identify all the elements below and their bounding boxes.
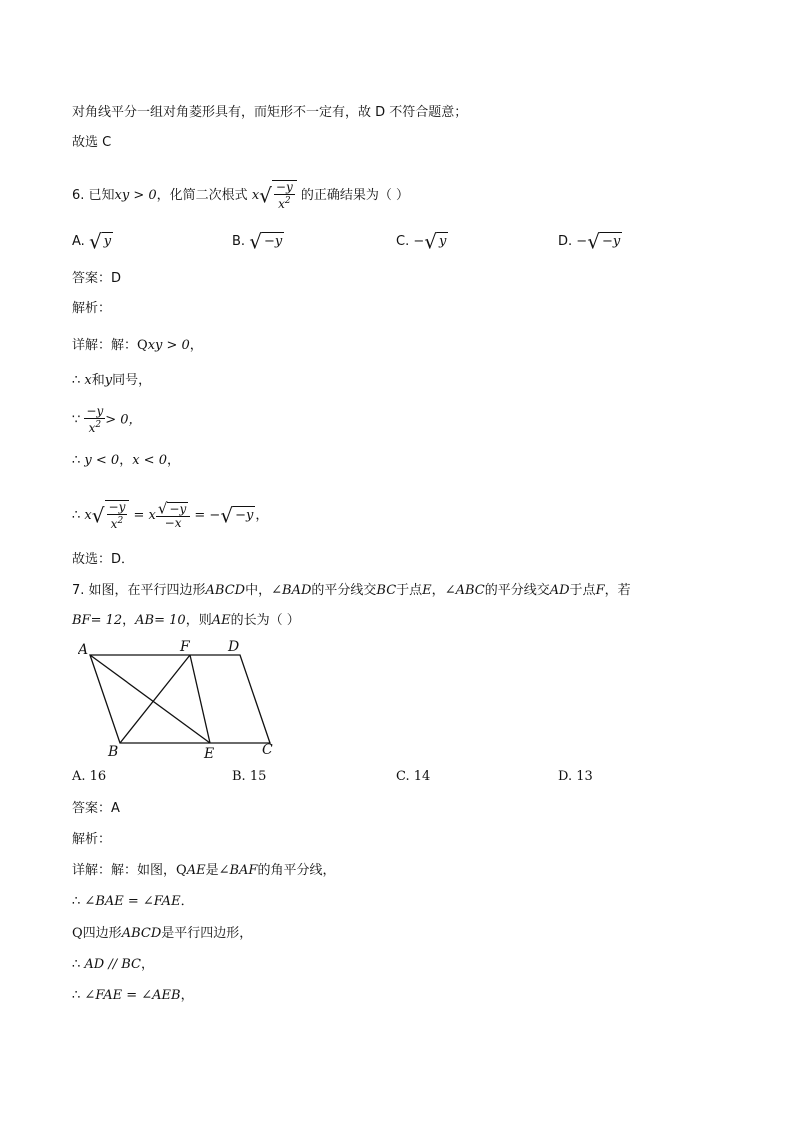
math-abcd: ABCD	[205, 583, 246, 598]
coef: x	[84, 508, 92, 523]
stem-text: ，	[431, 583, 445, 598]
step-expr: = x	[133, 508, 156, 523]
stem-text: 于点	[569, 583, 596, 598]
therefore-mark: ∴	[72, 373, 81, 388]
therefore-mark: ∴	[72, 508, 81, 523]
separator: ，	[119, 453, 133, 468]
math-value: = 12	[90, 613, 123, 628]
fraction-numerator: −y	[275, 180, 293, 194]
parallelogram-figure	[78, 638, 288, 762]
var-y: y	[104, 373, 113, 388]
label-f: F	[180, 639, 190, 655]
label-c: C	[262, 742, 273, 758]
step-text: 和	[91, 373, 105, 388]
fraction: $\frac{√ -y}{-x}$	[156, 502, 190, 530]
math-bc: BC	[376, 583, 397, 598]
radicand: −y	[169, 501, 187, 516]
math-ae: AE	[211, 613, 231, 628]
radical: √ $\frac{-y}{x^2}$	[259, 180, 297, 211]
stem-text: ，则	[185, 613, 212, 628]
radical: √ −y	[220, 503, 254, 528]
math-ab: AB	[135, 613, 155, 628]
text-line: 对角线平分一组对角菱形具有，而矩形不一定有，故 D 不符合题意；	[72, 105, 468, 120]
minus-sign: −	[413, 234, 425, 249]
math-f: F	[595, 583, 605, 598]
solution-step	[72, 925, 252, 943]
step-expr: y < 0	[84, 453, 120, 468]
solution-step	[72, 893, 194, 911]
radicand: −y	[263, 234, 283, 249]
label-e: E	[204, 746, 215, 762]
step-expr: AD // BC	[84, 957, 141, 972]
step-prefix: 详解：解：	[72, 338, 138, 353]
step-tail: ，	[180, 988, 194, 1003]
conclusion: 故选：D．	[72, 552, 135, 567]
because-mark: Q	[72, 926, 83, 941]
option-b	[232, 229, 284, 254]
fraction-denominator: x	[110, 517, 118, 531]
option-a: A. 16	[72, 769, 107, 784]
stem-text: ，若	[604, 583, 631, 598]
option-label: C.	[396, 234, 410, 249]
stem-text: 的平分线交	[311, 583, 377, 598]
solution-step	[72, 862, 335, 880]
stem-text: 中，	[245, 583, 272, 598]
radical: √ y	[88, 229, 112, 254]
solution-step	[72, 500, 268, 531]
math-ad: AD	[549, 583, 570, 598]
separator: ，	[122, 613, 136, 628]
radicand: −y	[235, 508, 254, 523]
solution-step	[72, 337, 203, 355]
minus-sign: −	[576, 234, 588, 249]
analysis-label: 解析：	[72, 301, 112, 316]
math-e: E	[422, 583, 432, 598]
exponent: 2	[117, 516, 124, 526]
step-prefix: 详解：解：如图，	[72, 863, 177, 878]
question-7-stem-line2	[72, 612, 300, 630]
therefore-mark: ∴	[72, 988, 81, 1003]
radical: √ −y	[249, 229, 283, 254]
step-tail: > 0，	[105, 412, 142, 428]
label-b: B	[108, 744, 119, 760]
fraction-denominator: x	[88, 421, 96, 435]
math-abcd: ABCD	[121, 926, 162, 941]
stem-text: 的平分线交	[484, 583, 550, 598]
exponent: 2	[95, 420, 102, 430]
fraction-numerator: −y	[86, 404, 104, 418]
step-expr: ∠FAE = ∠AEB	[84, 988, 181, 1003]
option-b: B. 15	[232, 769, 267, 784]
option-d	[558, 229, 622, 254]
math-value: = 10	[154, 613, 186, 628]
step-expr: ∠BAE = ∠FAE	[84, 894, 181, 909]
because-mark: ∵	[72, 412, 81, 428]
math-angle: ∠BAF	[218, 863, 258, 878]
label-d: D	[228, 639, 240, 655]
q6-prefix: 6. 已知	[72, 188, 115, 203]
math-angle: ∠BAD	[271, 583, 312, 598]
step-tail: ，	[189, 338, 203, 353]
solution-step	[72, 372, 151, 390]
step-text: 是平行四边形，	[161, 926, 253, 941]
math-angle: ∠ABC	[444, 583, 485, 598]
math-ae: AE	[186, 863, 206, 878]
because-mark: Q	[176, 863, 187, 878]
exponent: 2	[284, 196, 291, 206]
step-expr: xy > 0	[147, 338, 190, 353]
stem-text: 于点	[396, 583, 423, 598]
fraction-numerator: −y	[108, 500, 126, 514]
label-a: A	[78, 642, 89, 658]
solution-step	[72, 956, 154, 974]
option-label: D.	[558, 234, 573, 249]
q6-condition: xy > 0	[114, 188, 157, 203]
question-6-stem	[72, 180, 409, 211]
radical: √ −y	[587, 229, 621, 254]
radical: √ y	[424, 229, 447, 254]
solution-step	[72, 405, 142, 435]
solution-step	[72, 987, 194, 1005]
radical: √ $\frac{-y}{x^2}$	[92, 500, 130, 531]
option-label: B.	[232, 234, 246, 249]
step-text: 的角平分线，	[257, 863, 336, 878]
radicand: y	[439, 234, 447, 249]
answer-line: 答案：A	[72, 801, 120, 816]
step-text: 四边形	[82, 926, 122, 941]
step-tail: ，	[141, 957, 155, 972]
answer-line: 答案：D	[72, 271, 122, 286]
option-d: D. 13	[558, 769, 593, 784]
math-bf: BF	[72, 613, 91, 628]
step-expr: = −	[194, 508, 221, 523]
radicand: y	[103, 234, 112, 249]
option-a	[72, 229, 113, 254]
option-c: C. 14	[396, 769, 431, 784]
fraction	[84, 405, 105, 435]
therefore-mark: ∴	[72, 894, 81, 909]
radicand: −y	[601, 234, 621, 249]
option-c	[396, 229, 448, 254]
question-7-stem	[72, 582, 631, 600]
q6-coef: x	[251, 188, 260, 203]
because-mark: Q	[137, 338, 148, 353]
segment-ae	[90, 655, 210, 743]
step-expr: x < 0	[132, 453, 167, 468]
stem-text: 的长为（ ）	[230, 613, 300, 628]
step-tail: 同号，	[112, 373, 152, 388]
step-tail: ，	[255, 508, 269, 523]
step-tail: ．	[180, 894, 194, 909]
q6-suffix: 的正确结果为（ ）	[300, 188, 410, 203]
q6-mid: ，化简二次根式	[156, 188, 248, 203]
text-line: 故选 C	[72, 135, 112, 150]
fraction-denominator: −x	[164, 515, 182, 530]
step-tail: ，	[166, 453, 180, 468]
segment-bf	[120, 655, 190, 743]
fraction-denominator: x	[278, 197, 285, 211]
stem-text: 7. 如图，在平行四边形	[72, 583, 206, 598]
option-label: A.	[72, 234, 85, 249]
var-x: x	[84, 373, 92, 388]
therefore-mark: ∴	[72, 957, 81, 972]
analysis-label: 解析：	[72, 832, 112, 847]
step-text: 是	[205, 863, 219, 878]
therefore-mark: ∴	[72, 453, 81, 468]
solution-step	[72, 452, 180, 470]
